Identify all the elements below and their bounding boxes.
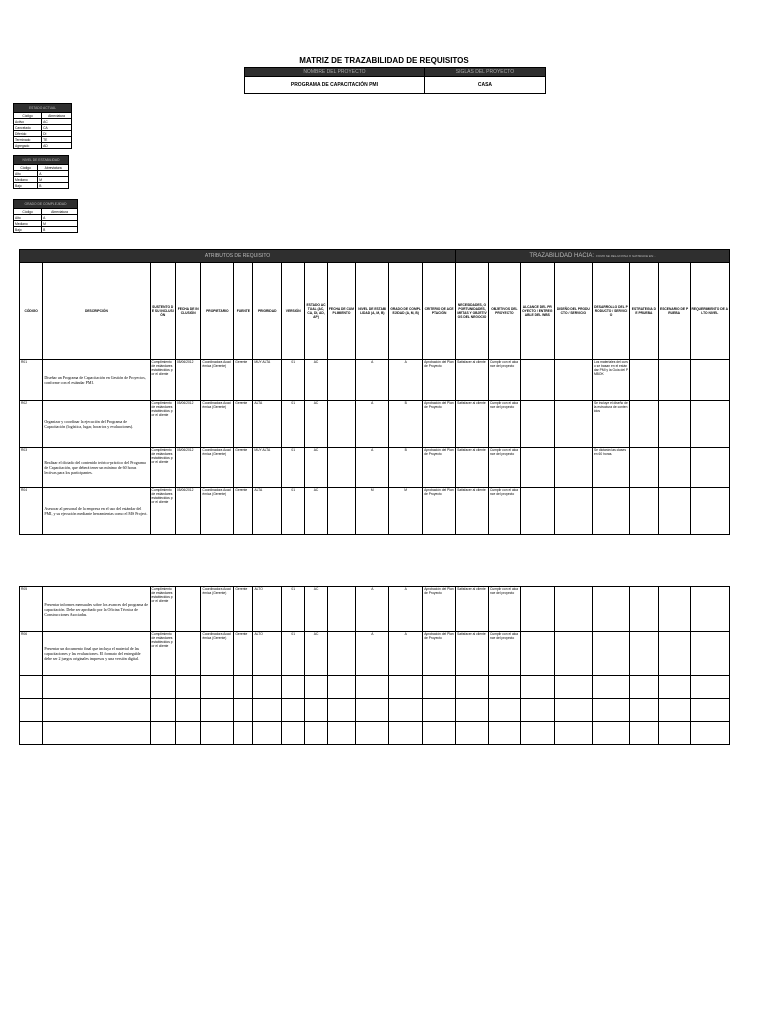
column-header: PRIORIDAD — [253, 263, 282, 360]
requirement-cell: ALTO — [253, 632, 282, 676]
column-header: GRADO DE COMPLEJIDAD (A, M, B) — [389, 263, 423, 360]
requirement-cell — [592, 587, 629, 632]
requirement-code: R05 — [20, 587, 43, 632]
project-name: PROGRAMA DE CAPACITACIÓN PMI — [245, 77, 425, 94]
requirement-cell: Los materiales del curso se basan en el estándar PMI y la Guía del PMBOK — [592, 360, 629, 401]
legend-code: Mediano — [14, 177, 38, 183]
requirement-cell — [554, 488, 592, 535]
requirement-cell: Cumplir con el alcance del proyecto — [488, 632, 520, 676]
requirement-cell — [488, 699, 520, 722]
requirement-cell: Cumplir con el alcance del proyecto — [488, 587, 520, 632]
requirement-cell: Satisfacer al cliente — [456, 488, 489, 535]
requirement-cell: Coordinadora Académica (Gerente) — [201, 632, 234, 676]
legend-col-abbr: Abreviatura — [38, 165, 69, 171]
requirement-cell — [554, 360, 592, 401]
requirement-cell — [690, 632, 729, 676]
requirement-cell — [176, 699, 201, 722]
column-header: ESTADO ACTUAL (AC, CA, DI, AD, AP) — [305, 263, 327, 360]
requirement-cell — [389, 722, 423, 745]
requirement-cell: Aprobación del Plan de Proyecto — [423, 632, 456, 676]
requirement-cell — [282, 699, 305, 722]
column-header: ESTRATEGIA DE PRUEBA — [630, 263, 659, 360]
requirement-cell — [520, 488, 554, 535]
requirement-cell — [658, 722, 690, 745]
requirement-cell — [592, 632, 629, 676]
requirement-cell: 05/06/2012 — [175, 401, 200, 448]
requirement-cell: MUY ALTA — [253, 448, 282, 488]
requirement-cell — [253, 699, 282, 722]
column-header: DISEÑO DEL PRODUCTO / SERVICIO — [554, 263, 592, 360]
requirement-cell — [327, 632, 356, 676]
requirement-cell — [327, 401, 356, 448]
legend-col-code: Código — [14, 165, 38, 171]
requirement-cell: A — [356, 587, 389, 632]
requirement-cell — [423, 722, 456, 745]
requirement-row — [20, 488, 730, 535]
requirement-cell: Coordinadora Académica (Gerente) — [201, 360, 234, 401]
requirement-cell: 05/06/2012 — [175, 488, 200, 535]
column-header: FECHA DE INCLUSIÓN — [175, 263, 200, 360]
requirement-cell: A — [356, 632, 389, 676]
requirement-cell: Satisfacer al cliente — [456, 360, 489, 401]
legend-abbr: M — [42, 221, 78, 227]
requirement-cell: Cumplimiento de estándares establecidos por el cliente — [150, 360, 175, 401]
requirement-cell: Se dictarán las clases en 60 horas. — [592, 448, 629, 488]
requirement-cell — [554, 401, 592, 448]
requirement-cell — [253, 676, 282, 699]
column-header: FECHA DE CUMPLIMIENTO — [327, 263, 356, 360]
requirement-cell: Cumplir con el alcance del proyecto — [488, 360, 520, 401]
requirement-cell: 01 — [282, 632, 305, 676]
requirement-cell: Gerente — [234, 401, 253, 448]
requirement-cell — [520, 401, 554, 448]
requirement-row — [20, 448, 730, 488]
requirement-cell — [327, 587, 356, 632]
requirement-cell: Cumplimiento de estándares establecidos por el cliente — [150, 401, 175, 448]
column-header: NECESIDADES, OPORTUNIDADES, METAS Y OBJETIVOS DEL NEGOCIO — [456, 263, 489, 360]
stability-legend-table — [13, 155, 69, 189]
requirement-row — [20, 676, 730, 699]
requirement-cell — [630, 401, 659, 448]
requirement-cell — [305, 676, 327, 699]
requirement-cell: Cumplir con el alcance del proyecto — [488, 448, 520, 488]
requirement-cell — [690, 360, 729, 401]
requirement-cell — [234, 699, 253, 722]
status-legend-table — [13, 103, 72, 149]
project-name-header: NOMBRE DEL PROYECTO — [245, 68, 425, 77]
requirement-cell: A — [389, 587, 423, 632]
requirement-cell — [554, 722, 592, 745]
requirement-cell — [282, 676, 305, 699]
requirement-cell — [630, 488, 659, 535]
legend-col-abbr: Abreviatura — [42, 209, 78, 215]
requirement-cell: Gerente — [234, 587, 253, 632]
requirement-cell — [630, 699, 659, 722]
requirement-code — [20, 676, 43, 699]
legend-col-abbr: Abreviatura — [42, 113, 72, 119]
column-header: OBJETIVOS DEL PROYECTO — [488, 263, 520, 360]
legend-code: Cancelado — [14, 125, 42, 131]
legend-abbr: CA — [42, 125, 72, 131]
requirement-cell: 05/06/2012 — [175, 448, 200, 488]
requirement-cell — [554, 448, 592, 488]
requirement-description: Presentar informes mensuales sobre los avances del programa de capacitación. Debe ser aprobado por la Oficina Técnica de Construcciones Asociadas. — [43, 587, 150, 632]
requirement-cell — [327, 699, 356, 722]
requirement-cell — [234, 676, 253, 699]
requirement-cell — [658, 360, 690, 401]
requirement-cell: A — [389, 360, 423, 401]
legend-abbr: A — [42, 215, 78, 221]
requirement-cell — [201, 676, 234, 699]
requirement-cell — [150, 676, 175, 699]
requirement-cell — [690, 488, 729, 535]
requirement-cell: ALTO — [253, 587, 282, 632]
requirement-cell — [176, 722, 201, 745]
requirement-cell: M — [356, 488, 389, 535]
requirement-cell — [305, 699, 327, 722]
legend-code: Activo — [14, 119, 42, 125]
requirement-cell — [356, 722, 389, 745]
legend-title-row — [14, 156, 69, 165]
legend-code: Diferido — [14, 131, 42, 137]
requirement-cell: 01 — [282, 401, 305, 448]
requirement-cell: Satisfacer al cliente — [456, 448, 489, 488]
requirement-cell: AC — [305, 360, 327, 401]
legend-abbr: AC — [42, 119, 72, 125]
requirement-cell — [690, 448, 729, 488]
legend-abbr: DI — [42, 131, 72, 137]
requirement-description: Organizar y coordinar la ejecución del Programa de Capacitación (logística, lugar, horarios y evaluaciones). — [43, 401, 150, 448]
requirement-cell — [456, 676, 489, 699]
attributes-section-header: ATRIBUTOS DE REQUISITO — [20, 250, 456, 263]
requirement-cell — [520, 722, 554, 745]
requirement-description: Asesorar al personal de la empresa en el uso del estándar del PMI, y su ejecución mediante herramientas como el MS Project. — [43, 488, 150, 535]
requirement-cell — [456, 699, 489, 722]
requirement-cell — [690, 722, 729, 745]
requirement-cell — [690, 587, 729, 632]
requirement-cell: Coordinadora Académica (Gerente) — [201, 448, 234, 488]
requirement-cell: Aprobación del Plan de Proyecto — [423, 448, 456, 488]
requirement-cell — [630, 632, 659, 676]
requirement-cell: A — [356, 448, 389, 488]
requirement-cell — [176, 632, 201, 676]
requirement-cell — [554, 699, 592, 722]
requirement-cell: A — [389, 632, 423, 676]
requirement-code: R01 — [20, 360, 43, 401]
legend-abbr: B — [42, 227, 78, 233]
requirement-cell: Gerente — [234, 360, 253, 401]
requirement-cell — [389, 699, 423, 722]
requirement-cell — [658, 632, 690, 676]
requirement-cell — [554, 676, 592, 699]
requirement-row — [20, 722, 730, 745]
requirement-cell: 01 — [282, 488, 305, 535]
requirement-cell: 05/06/2012 — [175, 360, 200, 401]
legend-title-row — [14, 200, 78, 209]
legend-code: Terminado — [14, 137, 42, 143]
legend-title: NIVEL DE ESTABILIDAD — [14, 156, 69, 165]
column-header: ALCANCE DEL PROYECTO / ENTREGABLE DEL WBS — [520, 263, 554, 360]
column-header: CÓDIGO — [20, 263, 43, 360]
requirement-description — [43, 722, 150, 745]
requirement-cell: A — [356, 360, 389, 401]
legend-abbr: TE — [42, 137, 72, 143]
project-code: CASA — [424, 77, 545, 94]
requirement-cell — [327, 488, 356, 535]
requirement-code: R03 — [20, 448, 43, 488]
requirement-cell: Satisfacer al cliente — [456, 401, 489, 448]
requirement-cell — [592, 722, 629, 745]
requirement-cell: Cumplimiento de estándares establecidos por el cliente — [150, 587, 175, 632]
requirement-description — [43, 676, 150, 699]
requirement-cell: Coordinadora Académica (Gerente) — [201, 488, 234, 535]
requirement-cell — [658, 488, 690, 535]
requirement-description: Presentar un documento final que incluya el material de las capacitaciones y las evaluaciones. El formato del entregable debe ser 2 juegos originales impresos y una versión digital. — [43, 632, 150, 676]
column-header: CRITERIO DE ACEPTACIÓN — [423, 263, 456, 360]
requirement-cell: Cumplimiento de estándares establecidos por el cliente — [150, 488, 175, 535]
legend-code: Bajo — [14, 227, 42, 233]
requirement-cell — [176, 676, 201, 699]
requirement-cell — [327, 448, 356, 488]
requirement-cell — [554, 632, 592, 676]
requirement-cell: Aprobación del Plan de Proyecto — [423, 488, 456, 535]
requirement-cell — [520, 448, 554, 488]
requirement-code — [20, 699, 43, 722]
legend-abbr: A — [38, 171, 69, 177]
requirement-cell: AC — [305, 488, 327, 535]
requirement-cell: 01 — [282, 360, 305, 401]
requirement-cell: Gerente — [234, 448, 253, 488]
requirement-cell: AC — [305, 448, 327, 488]
requirement-cell — [630, 722, 659, 745]
requirement-cell — [488, 676, 520, 699]
requirement-cell: ALTA — [253, 401, 282, 448]
trace-section-header — [456, 250, 730, 263]
project-info-table — [244, 67, 546, 94]
requirement-cell: Cumplimiento de estándares establecidos por el cliente — [150, 448, 175, 488]
requirement-cell — [423, 699, 456, 722]
requirement-cell: Cumplir con el alcance del proyecto — [488, 488, 520, 535]
legend-code: Agregado — [14, 143, 42, 149]
legend-title: ESTADO ACTUAL — [14, 104, 72, 113]
requirement-cell — [592, 676, 629, 699]
requirement-cell — [630, 448, 659, 488]
column-header: SUSTENTO DE SU INCLUSIÓN — [150, 263, 175, 360]
requirement-cell — [520, 360, 554, 401]
requirement-cell — [658, 699, 690, 722]
requirement-cell — [253, 722, 282, 745]
requirement-cell: AC — [305, 632, 327, 676]
traceability-matrix-bottom — [19, 586, 730, 745]
requirement-cell — [201, 722, 234, 745]
requirement-cell — [176, 587, 201, 632]
requirement-cell — [592, 488, 629, 535]
project-code-header: SIGLAS DEL PROYECTO — [424, 68, 545, 77]
requirement-description: Diseñar un Programa de Capacitación en Gestión de Proyectos, conforme con el estándar PMI. — [43, 360, 150, 401]
document-title: MATRIZ DE TRAZABILIDAD DE REQUISITOS — [299, 56, 469, 65]
requirement-cell — [554, 587, 592, 632]
requirement-cell — [327, 722, 356, 745]
requirement-cell: Gerente — [234, 632, 253, 676]
requirement-cell — [630, 360, 659, 401]
requirement-cell — [690, 676, 729, 699]
trace-section-note: COMO SE RELACIONA O SATISFACE EN... — [595, 253, 656, 258]
requirement-cell: Se incluye el diseño de la estructura de contenidos — [592, 401, 629, 448]
requirement-cell: AC — [305, 587, 327, 632]
legend-code: Alto — [14, 215, 42, 221]
requirement-cell: 01 — [282, 448, 305, 488]
requirement-cell: B — [389, 448, 423, 488]
requirement-cell — [356, 676, 389, 699]
legend-col-code: Código — [14, 209, 42, 215]
requirement-cell — [488, 722, 520, 745]
requirement-cell — [356, 699, 389, 722]
requirement-description — [43, 699, 150, 722]
requirement-cell: B — [389, 401, 423, 448]
trace-section-title: TRAZABILIDAD HACIA: — [529, 252, 595, 259]
column-header: FUENTE — [234, 263, 253, 360]
legend-abbr: AD — [42, 143, 72, 149]
requirement-code: R02 — [20, 401, 43, 448]
requirement-cell — [520, 632, 554, 676]
requirement-cell: A — [356, 401, 389, 448]
legend-title-row — [14, 104, 72, 113]
column-header: DESCRIPCIÓN — [43, 263, 150, 360]
legend-abbr: B — [38, 183, 69, 189]
legend-title: GRADO DE COMPLEJIDAD — [14, 200, 78, 209]
requirement-cell: M — [389, 488, 423, 535]
requirement-row — [20, 587, 730, 632]
column-header: ESCENARIO DE PRUEBA — [658, 263, 690, 360]
requirement-cell: Gerente — [234, 488, 253, 535]
requirement-cell — [658, 401, 690, 448]
requirement-cell — [658, 676, 690, 699]
requirement-cell — [520, 676, 554, 699]
requirement-cell — [327, 676, 356, 699]
legend-code: Alto — [14, 171, 38, 177]
column-header: VERSIÓN — [282, 263, 305, 360]
requirement-row — [20, 699, 730, 722]
column-header: REQUERIMIENTO DE ALTO NIVEL — [690, 263, 729, 360]
requirement-cell — [630, 587, 659, 632]
requirement-cell — [282, 722, 305, 745]
legend-row — [14, 183, 69, 189]
requirement-cell — [389, 676, 423, 699]
requirement-cell — [150, 722, 175, 745]
requirement-cell — [630, 676, 659, 699]
column-header: DESARROLLO DEL PRODUCTO / SERVICIO — [592, 263, 629, 360]
requirement-cell — [658, 587, 690, 632]
requirement-cell — [690, 699, 729, 722]
requirement-cell — [520, 587, 554, 632]
requirement-cell: Aprobación del Plan de Proyecto — [423, 360, 456, 401]
requirement-row — [20, 401, 730, 448]
requirement-cell: Coordinadora Académica (Gerente) — [201, 401, 234, 448]
requirement-cell — [201, 699, 234, 722]
requirement-code: R06 — [20, 632, 43, 676]
legend-col-code: Código — [14, 113, 42, 119]
requirement-cell: Cumplimiento de estándares establecidos por el cliente — [150, 632, 175, 676]
column-header: PROPIETARIO — [201, 263, 234, 360]
legend-row — [14, 227, 78, 233]
legend-code: Mediano — [14, 221, 42, 227]
requirement-cell — [456, 722, 489, 745]
requirement-code: R04 — [20, 488, 43, 535]
legend-abbr: M — [38, 177, 69, 183]
requirement-cell: Aprobación del Plan de Proyecto — [423, 401, 456, 448]
requirement-cell: MUY ALTA — [253, 360, 282, 401]
requirement-row — [20, 360, 730, 401]
traceability-matrix-top — [19, 249, 730, 535]
requirement-cell: Satisfacer al cliente — [456, 632, 489, 676]
requirement-cell — [234, 722, 253, 745]
legend-code: Bajo — [14, 183, 38, 189]
requirement-cell — [658, 448, 690, 488]
requirement-cell: AC — [305, 401, 327, 448]
legend-row — [14, 143, 72, 149]
requirement-cell: 01 — [282, 587, 305, 632]
requirement-code — [20, 722, 43, 745]
requirement-cell: Satisfacer al cliente — [456, 587, 489, 632]
requirement-cell: Cumplir con el alcance del proyecto — [488, 401, 520, 448]
complexity-legend-table — [13, 199, 78, 233]
requirement-row — [20, 632, 730, 676]
requirement-cell — [592, 699, 629, 722]
requirement-cell — [423, 676, 456, 699]
requirement-cell: Aprobación del Plan de Proyecto — [423, 587, 456, 632]
requirement-cell — [150, 699, 175, 722]
requirement-cell — [520, 699, 554, 722]
requirement-description: Realizar el dictado del contenido teórico-práctico del Programa de Capacitación, que deberá tener un mínimo de 60 horas lectivas para los participantes. — [43, 448, 150, 488]
column-header: NIVEL DE ESTABILIDAD (A, M, B) — [356, 263, 389, 360]
requirement-cell — [305, 722, 327, 745]
requirement-cell: ALTA — [253, 488, 282, 535]
requirement-cell — [327, 360, 356, 401]
requirement-cell — [690, 401, 729, 448]
requirement-cell: Coordinadora Académica (Gerente) — [201, 587, 234, 632]
